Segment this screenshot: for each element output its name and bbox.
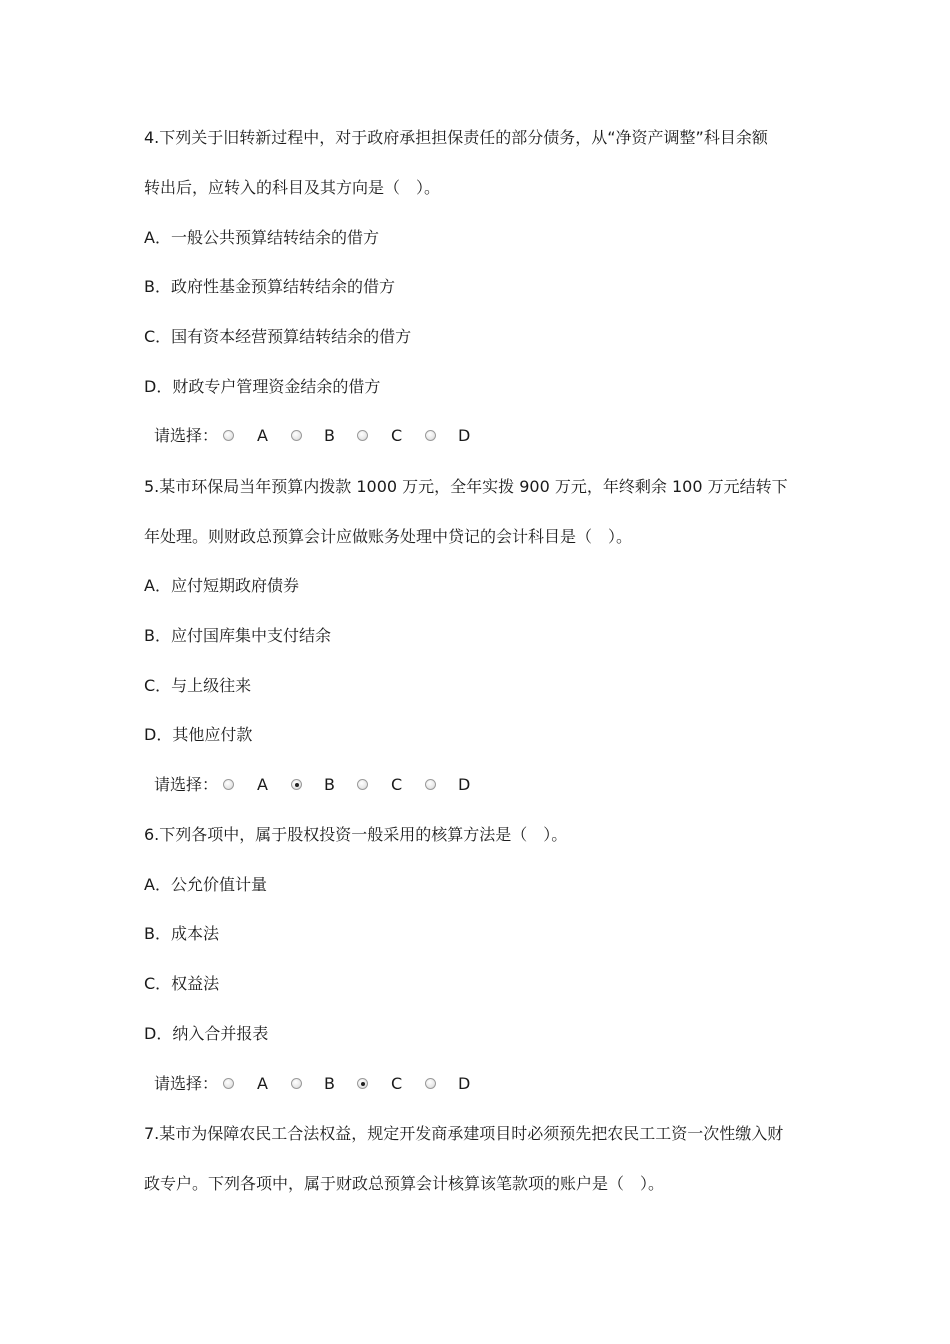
radio-label-c: C: [391, 775, 403, 794]
question-4-option-c: C．国有资本经营预算结转结余的借方: [144, 327, 412, 346]
radio-label-b: B: [324, 775, 335, 794]
answer-prompt-label: 请选择：: [154, 426, 219, 445]
question-5-option-d: D．其他应付款: [144, 725, 253, 744]
question-7-stem-line1: 7.某市为保障农民工合法权益，规定开发商承建项目时必须预先把农民工工资一次性缴入财: [144, 1124, 784, 1143]
question-5-radio-c[interactable]: [357, 779, 368, 790]
radio-label-d: D: [458, 775, 471, 794]
question-6-option-d: D．纳入合并报表: [144, 1024, 269, 1043]
question-4-option-b: B．政府性基金预算结转结余的借方: [144, 277, 395, 296]
question-5-radio-b[interactable]: [291, 779, 302, 790]
question-4-radio-a[interactable]: [223, 430, 234, 441]
question-6-radio-a[interactable]: [223, 1078, 234, 1089]
question-6-option-b: B．成本法: [144, 924, 219, 943]
radio-label-c: C: [391, 1074, 403, 1093]
radio-label-d: D: [458, 1074, 471, 1093]
radio-label-c: C: [391, 426, 403, 445]
question-6-stem-line1: 6.下列各项中，属于股权投资一般采用的核算方法是（ ）。: [144, 825, 568, 844]
question-6-option-c: C．权益法: [144, 974, 220, 993]
radio-label-a: A: [257, 775, 268, 794]
question-4-radio-c[interactable]: [357, 430, 368, 441]
question-5-option-b: B．应付国库集中支付结余: [144, 626, 331, 645]
radio-label-a: A: [257, 426, 268, 445]
answer-prompt-label: 请选择：: [154, 775, 219, 794]
question-5-option-c: C．与上级往来: [144, 676, 252, 695]
question-7-stem-line2: 政专户。下列各项中，属于财政总预算会计核算该笔款项的账户是（ ）。: [144, 1174, 665, 1193]
radio-label-b: B: [324, 426, 335, 445]
question-6-radio-c[interactable]: [357, 1078, 368, 1089]
answer-prompt-label: 请选择：: [154, 1074, 219, 1093]
radio-label-d: D: [458, 426, 471, 445]
question-5-stem-line1: 5.某市环保局当年预算内拨款 1000 万元，全年实拨 900 万元，年终剩余 100 万元结转下: [144, 477, 788, 496]
question-5-stem-line2: 年处理。则财政总预算会计应做账务处理中贷记的会计科目是（ ）。: [144, 527, 633, 546]
question-4-radio-b[interactable]: [291, 430, 302, 441]
radio-label-b: B: [324, 1074, 335, 1093]
question-6-radio-d[interactable]: [425, 1078, 436, 1089]
question-4-stem-line1: 4.下列关于旧转新过程中，对于政府承担担保责任的部分债务，从“净资产调整”科目余额: [144, 128, 768, 147]
question-5-radio-a[interactable]: [223, 779, 234, 790]
radio-label-a: A: [257, 1074, 268, 1093]
question-5-radio-d[interactable]: [425, 779, 436, 790]
question-6-radio-b[interactable]: [291, 1078, 302, 1089]
question-4-stem-line2: 转出后，应转入的科目及其方向是（ ）。: [144, 178, 441, 197]
question-4-radio-d[interactable]: [425, 430, 436, 441]
question-4-option-a: A．一般公共预算结转结余的借方: [144, 228, 379, 247]
question-5-option-a: A．应付短期政府债券: [144, 576, 299, 595]
question-6-option-a: A．公允价值计量: [144, 875, 267, 894]
question-4-option-d: D．财政专户管理资金结余的借方: [144, 377, 381, 396]
